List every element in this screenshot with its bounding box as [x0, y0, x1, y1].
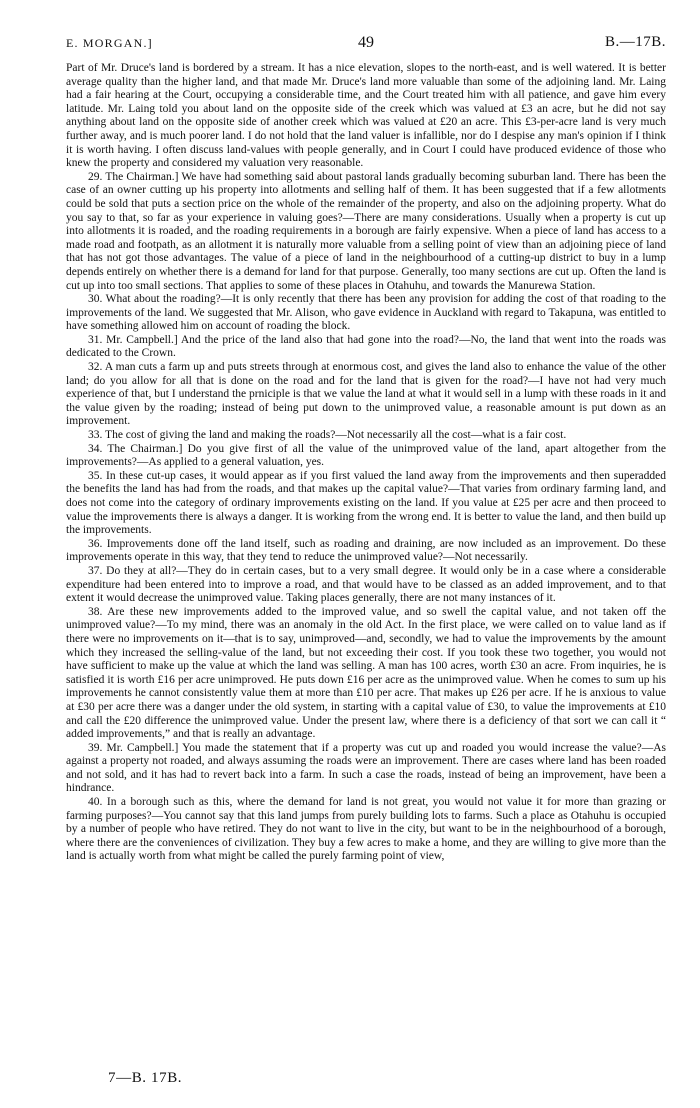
header-paper-code: B.—17B.: [604, 34, 666, 50]
page-number: 49: [358, 34, 374, 51]
paragraph-q37: 37. Do they at all?—They do in certain cases, but to a very small degree. It would only be in a case where a considerable expenditure had been entered into to improve a road, and that would have to be classed as an added improvement, and to that extent it would decrease the unimproved value. Taking places generally, there are not many instances of it.: [66, 564, 666, 605]
page-header: [66, 34, 666, 54]
paragraph-q36: 36. Improvements done off the land itself, such as roading and draining, are now included as an improvement. Do these improvements operate in this way, that they tend to reduce the unimproved value?—Not necessarily.: [66, 537, 666, 564]
paragraph-q34: 34. The Chairman.] Do you give first of all the value of the unimproved value of the land, apart altogether from the improvements?—As applied to a general valuation, yes.: [66, 442, 666, 469]
paragraph-q29: 29. The Chairman.] We have had something said about pastoral lands gradually becoming suburban land. There has been the case of an owner cutting up his property into allotments and selling half of them. It has been suggested that if a few allotments could be sold that puts a section price on the whole of the remainder of the property, and also on the adjoining property. What do you say to that, so far as your experience in valuing goes?—There are many considerations. Usually when a property is cut up into allotments it is roaded, and the roading requirements in a borough are fairly expensive. When a piece of land has access to a made road and footpath, as an allotment it is naturally more valuable from a selling point of view than an adjoining piece of land that has not got those advantages. The value of a piece of land in the neighbourhood of a cutting-up district to buy in a lump depends entirely on whether there is a demand for land for that purpose. Generally, too many sections are cut up. Often the land is cut up into too small sections. That applies to some of these places in Otahuhu, and towards the Manurewa Station.: [66, 170, 666, 292]
footer-signature: 7—B. 17B.: [108, 1070, 183, 1086]
paragraph-q38: 38. Are these new improvements added to the improved value, and so swell the capital value, and not taken off the unimproved value?—To my mind, there was an anomaly in the old Act. In the first place, we were called on to value land as if there were no improvements on it—that is to say, unimproved—and, secondly, we had to value the improvements by the amount which they increased the selling-value of the land, but not exceeding their cost. If you took these two together, you would not have sufficient to make up the value at which the land was selling. A man has 100 acres, worth £30 an acre. From inquiries, he is satisfied it is worth £16 per acre unimproved. He puts down £16 per acre as the unimproved value. When he comes to sum up his improvements he cannot consistently value them at more than £10 per acre. That makes up £26 per acre. If he is anxious to value at £30 per acre there was a danger under the old system, in starting with a capital value of £30, to value the improvements at £10 and call the £20 difference the unimproved value. Under the present law, where there is a deficiency of that sort we can call it “ added improvements,” and that is really an advantage.: [66, 605, 666, 741]
paragraph-q33: 33. The cost of giving the land and making the roads?—Not necessarily all the cost—what is a fair cost.: [88, 429, 567, 442]
paragraph-q32: 32. A man cuts a farm up and puts streets through at enormous cost, and gives the land also to enhance the value of the other land; do you allow for all that is done on the road and for the land that is given for the road?—I have not had very much experience of that, but I understand the prniciple is that we value the land at what it would sell in a lump with these roads in it and the value given by the roading; instead of being put down to the unimproved value, a reasonable amount is put down as an improvement.: [66, 361, 666, 428]
paragraph-q30: 30. What about the roading?—It is only recently that there has been any provision for adding the cost of that roading to the improvements of the land. We suggested that Mr. Alison, who gave evidence in Auckland with regard to Takapuna, was entitled to have something allowed him on account of roading the block.: [66, 293, 666, 333]
paragraph-continuation: Part of Mr. Druce's land is bordered by a stream. It has a nice elevation, slopes to the north-east, and is well watered. It is better average quality than the higher land, and that made Mr. Druce's land more valuable than some of the adjoining land. Mr. Laing had a fair hearing at the Court, occupying a considerable time, and the Court treated him with all patience, and gave him every latitude. Mr. Laing told you about land on the opposite side of the creek which was valued at £3 an acre, but he did not say anything about land on the opposite side of another creek which was valued at £20 an acre. This £3-per-acre land is very much further away, and is much poorer land. I do not hold that the land valuer is infallible, nor do I despise any man's opinion if I think it is worth having. I often discuss land-values with people generally, and in Court I could have produced evidence of those who knew the property and considered my valuation very reasonable.: [66, 62, 666, 170]
paragraph-q31: 31. Mr. Campbell.] And the price of the land also that had gone into the road?—No, the land that went into the roads was dedicated to the Crown.: [66, 333, 666, 360]
page-body: [66, 62, 666, 864]
paragraph-q40: 40. In a borough such as this, where the demand for land is not great, you would not value it for more than grazing or farming purposes?—You cannot say that this land jumps from purely building lots to farms. Such a place as Otahuhu is occupied by a number of people who have retired. They do not want to live in the city, but want to be in the neighbourhood of a borough, where there are the conveniences of civilization. They buy a few acres to make a home, and they are willing to give more than the land is actually worth from what might be called the purely farming point of view,: [66, 796, 666, 863]
header-witness-name: E. MORGAN.]: [66, 36, 153, 50]
paragraph-q39: 39. Mr. Campbell.] You made the statement that if a property was cut up and roaded you would increase the value?—As against a property not roaded, and always assuming the roads were an improvement. There are cases where land has been roaded and not sold, and it has had to revert back into a farm. In such a case the roads, instead of being an improvement, have been a hindrance.: [66, 741, 666, 795]
paragraph-q35: 35. In these cut-up cases, it would appear as if you first valued the land away from the improvements and then superadded the benefits the land has had from the roads, and that makes up the capital value?—That varies from ordinary farming land, and does not come into the category of ordinary improvements existing on the land. If you value at £25 per acre and then proceed to value the improvements there is always a danger. It is working from the wrong end. It is better to value the land, and then build up the improvements.: [66, 469, 666, 537]
